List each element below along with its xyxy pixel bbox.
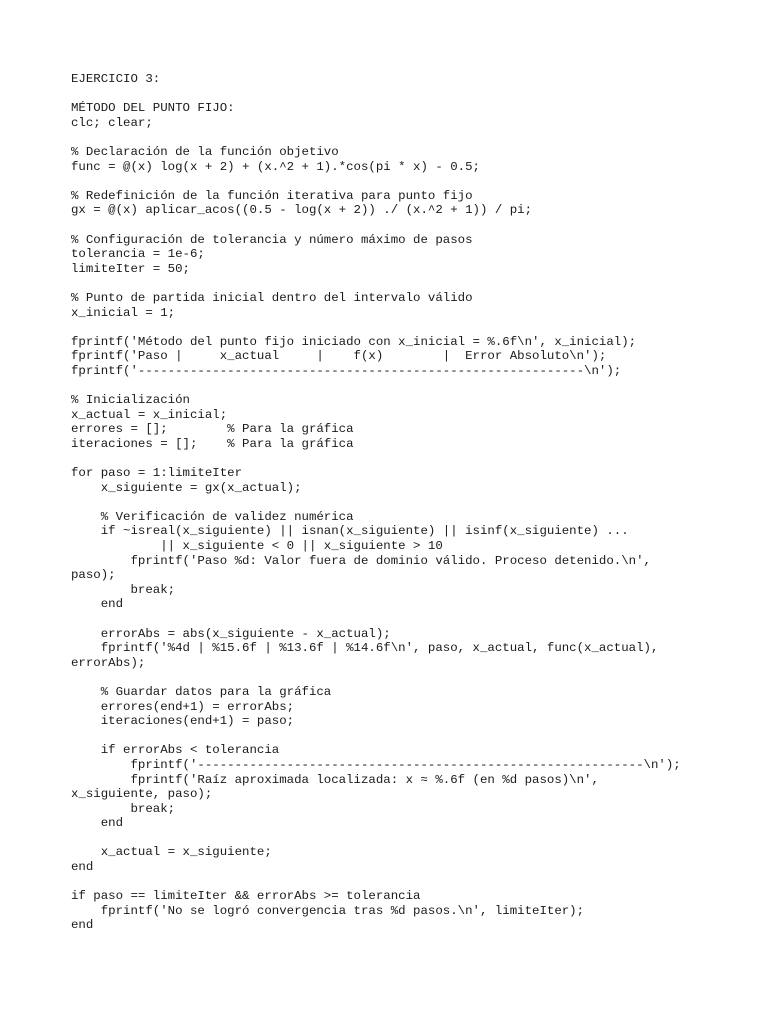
code-line: % Configuración de tolerancia y número máximo de pasos (71, 232, 473, 247)
code-line: fprintf('Paso %d: Valor fuera de dominio válido. Proceso detenido.\n', (71, 553, 651, 568)
code-line: break; (71, 582, 176, 597)
code-line: end (71, 816, 124, 831)
code-line: x_actual = x_siguiente; (71, 845, 272, 860)
code-line (71, 218, 731, 233)
code-line: tolerancia = 1e-6; (71, 247, 205, 262)
code-line: x_siguiente = gx(x_actual); (71, 480, 302, 495)
code-line: func = @(x) log(x + 2) + (x.^2 + 1).*cos(pi * x) - 0.5; (71, 159, 480, 174)
code-line: fprintf('------------------------------------------------------------\n'); (71, 363, 622, 378)
code-line: fprintf('%4d | %15.6f | %13.6f | %14.6f\n', paso, x_actual, func(x_actual), (71, 641, 659, 656)
code-line: % Redefinición de la función iterativa para punto fijo (71, 188, 473, 203)
code-line: fprintf('------------------------------------------------------------\n'); (71, 757, 681, 772)
code-line: EJERCICIO 3: (71, 72, 161, 86)
code-line: x_siguiente, paso); (71, 787, 213, 802)
code-line: MÉTODO DEL PUNTO FIJO: (71, 101, 235, 116)
code-line (71, 831, 731, 846)
code-line: fprintf('Método del punto fijo iniciado con x_inicial = %.6f\n', x_inicial); (71, 334, 637, 349)
code-line (71, 320, 731, 335)
code-line: fprintf('Raíz aproximada localizada: x ≈ %.6f (en %d pasos)\n', (71, 772, 599, 787)
code-line (71, 276, 731, 291)
code-line: errorAbs); (71, 655, 146, 670)
code-line: iteraciones(end+1) = paso; (71, 714, 295, 729)
code-line: x_inicial = 1; (71, 305, 176, 320)
code-line: end (71, 860, 94, 875)
code-line (71, 612, 731, 627)
code-line: clc; clear; (71, 115, 153, 130)
code-line (71, 378, 731, 393)
code-line (71, 87, 731, 102)
code-line: gx = @(x) aplicar_acos((0.5 - log(x + 2)) ./ (x.^2 + 1)) / pi; (71, 203, 533, 218)
code-line (71, 875, 731, 890)
code-line: errores = []; % Para la gráfica (71, 422, 354, 437)
code-line: if errorAbs < tolerancia (71, 743, 280, 758)
code-listing (71, 72, 731, 933)
code-line (71, 451, 731, 466)
code-line: fprintf('Paso | x_actual | f(x) | Error Absoluto\n'); (71, 349, 607, 364)
code-line: if ~isreal(x_siguiente) || isnan(x_siguiente) || isinf(x_siguiente) ... (71, 524, 629, 539)
code-line: x_actual = x_inicial; (71, 407, 228, 422)
code-line: fprintf('No se logró convergencia tras %d pasos.\n', limiteIter); (71, 903, 585, 918)
code-line: % Inicialización (71, 393, 190, 408)
code-line: end (71, 918, 94, 933)
code-line: % Punto de partida inicial dentro del intervalo válido (71, 290, 473, 305)
code-line: end (71, 597, 124, 612)
code-line: errores(end+1) = errorAbs; (71, 699, 295, 714)
code-line (71, 130, 731, 145)
code-line: errorAbs = abs(x_siguiente - x_actual); (71, 626, 391, 641)
code-line: % Verificación de validez numérica (71, 509, 354, 524)
code-line (71, 495, 731, 510)
code-line: paso); (71, 568, 116, 583)
code-line: iteraciones = []; % Para la gráfica (71, 436, 354, 451)
code-line: % Guardar datos para la gráfica (71, 684, 332, 699)
code-line: if paso == limiteIter && errorAbs >= tolerancia (71, 889, 421, 904)
code-line: || x_siguiente < 0 || x_siguiente > 10 (71, 539, 443, 553)
code-line: for paso = 1:limiteIter (71, 466, 243, 481)
code-line (71, 174, 731, 189)
code-line (71, 729, 731, 744)
code-line: break; (71, 801, 176, 816)
code-line (71, 670, 731, 685)
code-line: % Declaración de la función objetivo (71, 144, 339, 159)
code-line: limiteIter = 50; (71, 261, 190, 276)
